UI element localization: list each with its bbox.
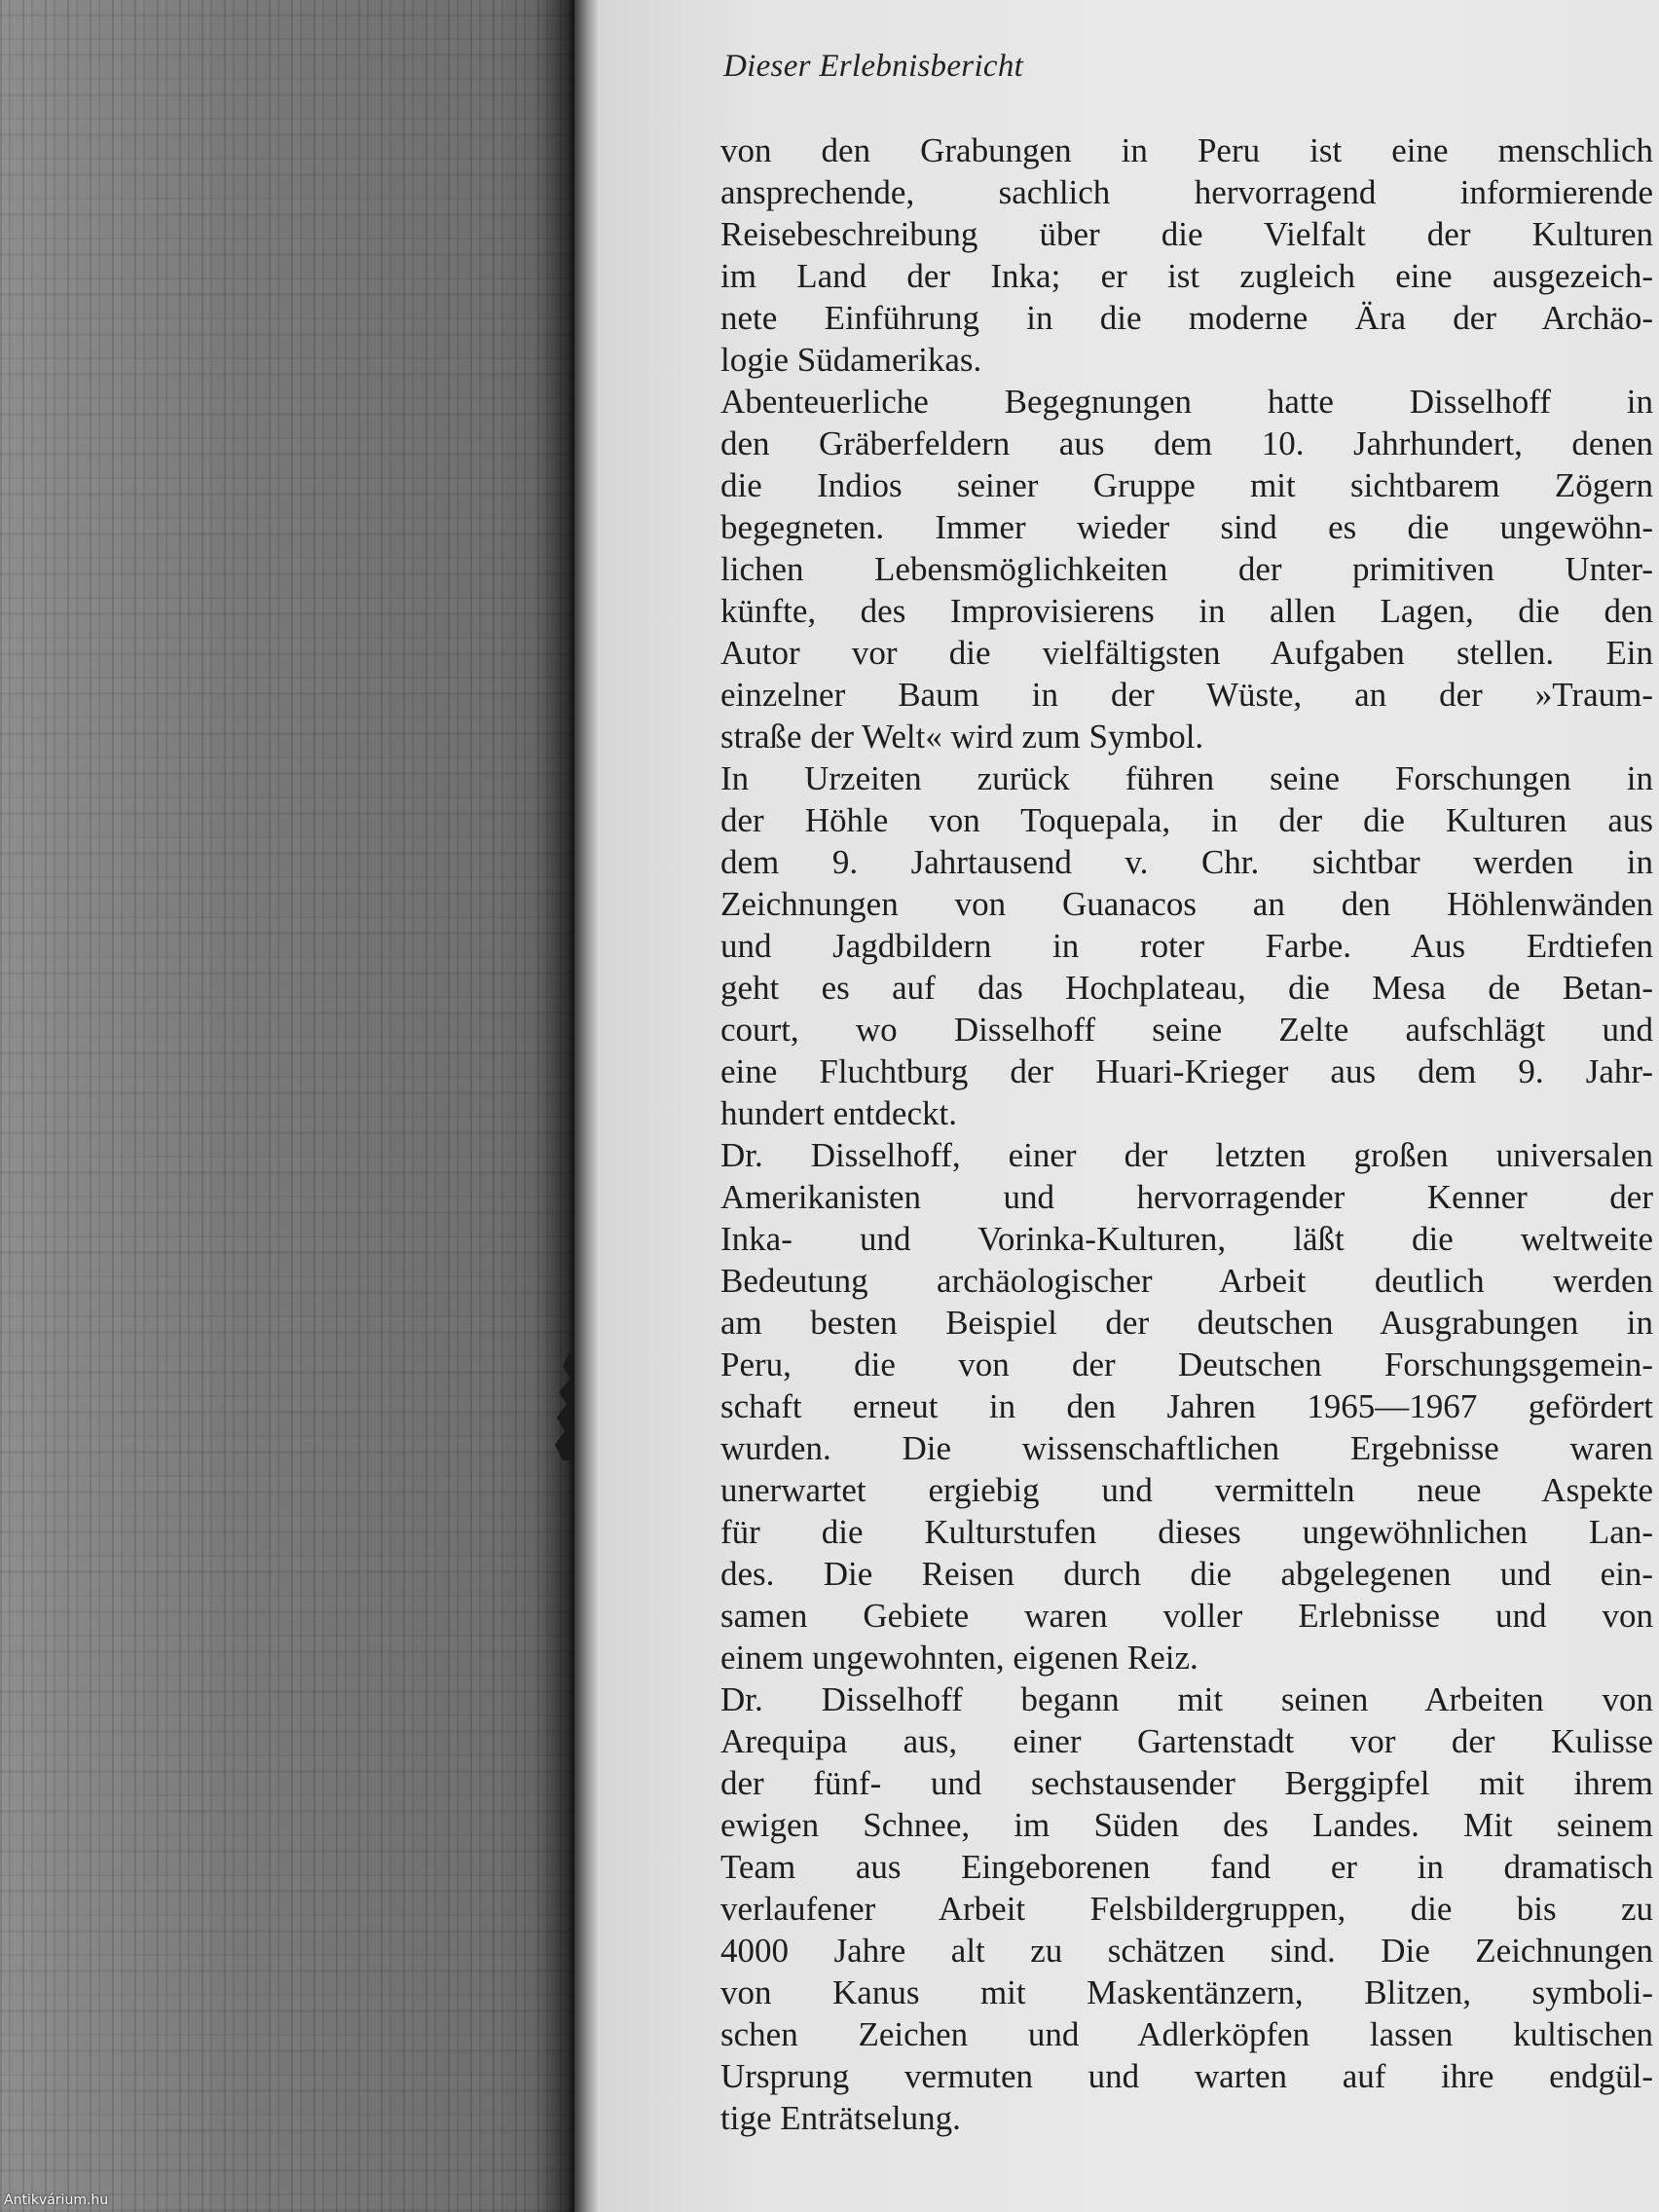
text-line: der fünf- und sechstausender Berggipfel mit ihrem [720, 1764, 1653, 1802]
text-line: künfte, des Improvisierens in allen Lagen, die den [720, 592, 1653, 630]
text-line: eine Fluchtburg der Huari-Krieger aus dem 9. Jahr- [720, 1052, 1653, 1090]
text-line: begegneten. Immer wieder sind es die ungewöhn- [720, 508, 1653, 546]
torn-edge-mark [551, 1353, 572, 1460]
text-line: Zeichnungen von Guanacos an den Höhlenwänden [720, 885, 1653, 923]
text-line: im Land der Inka; er ist zugleich eine ausgezeich- [720, 257, 1653, 295]
text-line: von Kanus mit Maskentänzern, Blitzen, symboli- [720, 1973, 1653, 2011]
book-page [598, 0, 1659, 2212]
text-line: ewigen Schnee, im Süden des Landes. Mit seinem [720, 1806, 1653, 1844]
text-line: Team aus Eingeborenen fand er in dramatisch [720, 1848, 1653, 1886]
page-heading: Dieser Erlebnisbericht [723, 49, 1024, 84]
text-line: hundert entdeckt. [720, 1094, 957, 1132]
text-line: Bedeutung archäologischer Arbeit deutlich werden [720, 1262, 1653, 1300]
text-line: 4000 Jahre alt zu schätzen sind. Die Zeichnungen [720, 1932, 1653, 1970]
text-line: geht es auf das Hochplateau, die Mesa de Betan- [720, 969, 1653, 1007]
text-line: dem 9. Jahrtausend v. Chr. sichtbar werden in [720, 843, 1653, 881]
text-line: nete Einführung in die moderne Ära der Archäo- [720, 299, 1653, 337]
text-line: schen Zeichen und Adlerköpfen lassen kultischen [720, 2015, 1653, 2053]
text-line: Dr. Disselhoff, einer der letzten großen universalen [720, 1136, 1653, 1174]
text-line: Dr. Disselhoff begann mit seinen Arbeiten von [720, 1680, 1653, 1718]
text-line: wurden. Die wissenschaftlichen Ergebnisse waren [720, 1429, 1653, 1467]
text-line: den Gräberfeldern aus dem 10. Jahrhundert, denen [720, 424, 1653, 462]
text-line: court, wo Disselhoff seine Zelte aufschlägt und [720, 1011, 1653, 1049]
text-line: des. Die Reisen durch die abgelegenen und ein- [720, 1555, 1653, 1593]
page-gutter [574, 0, 598, 2212]
text-line: straße der Welt« wird zum Symbol. [720, 718, 1204, 756]
blurb-text [720, 129, 1653, 2139]
text-line: logie Südamerikas. [720, 341, 982, 379]
text-line: einem ungewohnten, eigenen Reiz. [720, 1639, 1198, 1677]
text-line: In Urzeiten zurück führen seine Forschungen in [720, 759, 1653, 797]
text-line: und Jagdbildern in roter Farbe. Aus Erdtiefen [720, 927, 1653, 965]
text-line: Inka- und Vorinka-Kulturen, läßt die weltweite [720, 1220, 1653, 1258]
text-line: Peru, die von der Deutschen Forschungsgemein- [720, 1346, 1653, 1383]
text-line: für die Kulturstufen dieses ungewöhnlichen Lan- [720, 1513, 1653, 1551]
text-line: schaft erneut in den Jahren 1965—1967 gefördert [720, 1387, 1653, 1425]
text-line: samen Gebiete waren voller Erlebnisse und von [720, 1597, 1653, 1635]
text-line: ansprechende, sachlich hervorragend informierende [720, 173, 1653, 211]
text-line: am besten Beispiel der deutschen Ausgrabungen in [720, 1304, 1653, 1342]
text-line: Reisebeschreibung über die Vielfalt der Kulturen [720, 215, 1653, 253]
text-line: der Höhle von Toquepala, in der die Kulturen aus [720, 801, 1653, 839]
text-line: Arequipa aus, einer Gartenstadt vor der Kulisse [720, 1722, 1653, 1760]
book-spine-shadow [534, 0, 574, 2212]
text-line: einzelner Baum in der Wüste, an der »Traum- [720, 676, 1653, 714]
text-line: die Indios seiner Gruppe mit sichtbarem Zögern [720, 466, 1653, 504]
text-line: Autor vor die vielfältigsten Aufgaben stellen. Ein [720, 634, 1653, 672]
book-cover-texture [0, 0, 574, 2212]
text-line: verlaufener Arbeit Felsbildergruppen, die bis zu [720, 1890, 1653, 1928]
text-line: tige Enträtselung. [720, 2099, 961, 2137]
text-line: Abenteuerliche Begegnungen hatte Disselhoff in [720, 383, 1653, 421]
text-line: Amerikanisten und hervorragender Kenner der [720, 1178, 1653, 1216]
text-line: von den Grabungen in Peru ist eine menschlich [720, 131, 1653, 169]
watermark: Antikvárium.hu [4, 2193, 109, 2208]
text-line: unerwartet ergiebig und vermitteln neue Aspekte [720, 1471, 1653, 1509]
text-line: lichen Lebensmöglichkeiten der primitiven Unter- [720, 550, 1653, 588]
text-line: Ursprung vermuten und warten auf ihre endgül- [720, 2057, 1653, 2095]
